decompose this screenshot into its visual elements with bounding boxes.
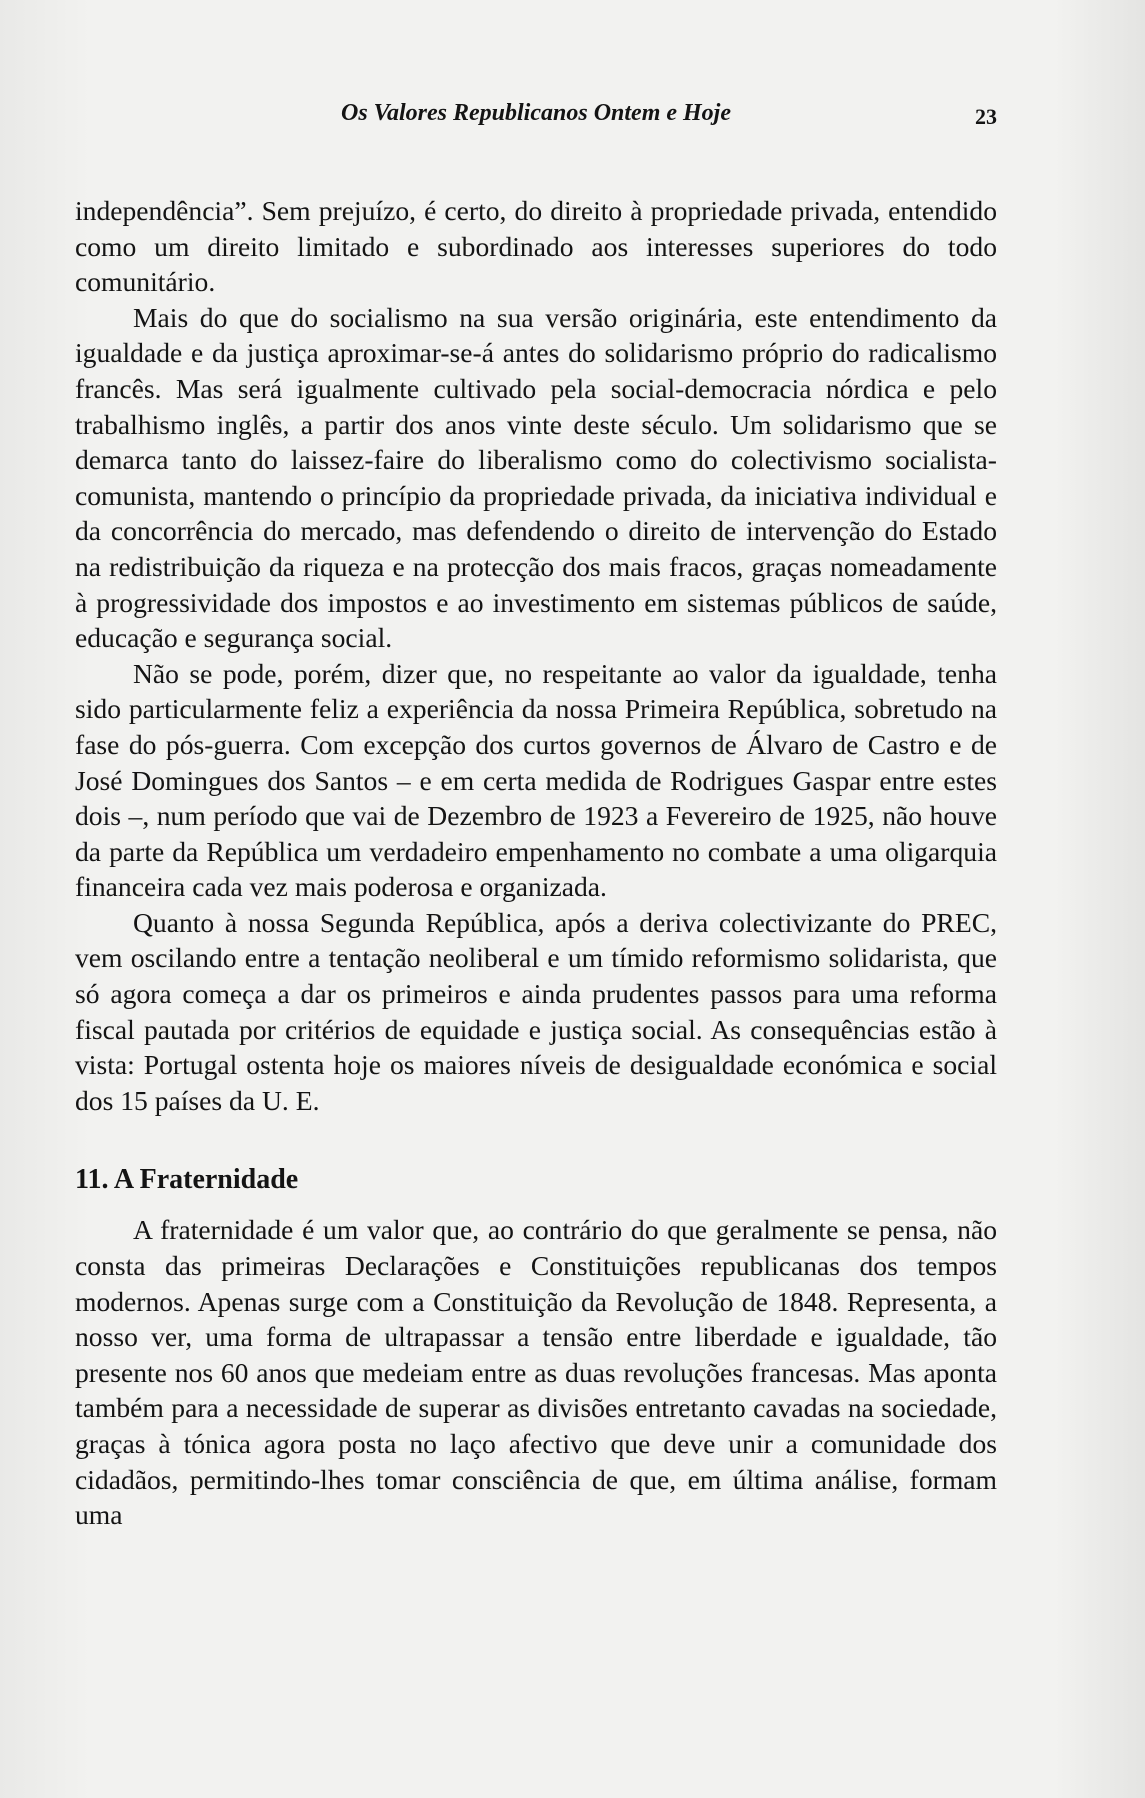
running-title: Os Valores Republicanos Ontem e Hoje [340, 100, 731, 126]
heading-spacer [75, 1198, 997, 1212]
page-number: 23 [975, 104, 997, 129]
paragraph-segunda-republica: Quanto à nossa Segunda República, após a deriva colectivizante do PREC, vem oscilando entre a tentação neoliberal e um tímido reformismo solidarista, que só agora começa a dar os primeiros e ainda prudentes passos para uma reforma fiscal pautada por critérios de equidade e justiça social. As consequências estão à vista: Portugal ostenta hoje os maiores níveis de desigualdade económica e social dos 15 países da U. E. [75, 906, 997, 1116]
paragraph-fraternidade: A fraternidade é um valor que, ao contrário do que geralmente se pensa, não consta das primeiras Declarações e Constituições republicanas dos tempos modernos. Apenas surge com a Constituição da Revolução de 1848. Representa, a nosso ver, uma forma de ultrapassar a tensão entre liberdade e igualdade, tão presente nos 60 anos que medeiam entre as duas revoluções francesas. Mas aponta também para a necessidade de superar as divisões entretanto cavadas na sociedade, graças à tónica agora posta no laço afectivo que deve unir a comunidade dos cidadãos, permitindo-lhes tomar consciência de que, em última análise, formam uma [75, 1214, 997, 1531]
paragraph-primeira-republica: Não se pode, porém, dizer que, no respeitante ao valor da igualdade, tenha sido particularmente feliz a experiência da nossa Primeira República, sobretudo na fase do pós-guerra. Com excepção dos curtos governos de Álvaro de Castro e de José Domingues dos Santos – e em certa medida de Rodrigues Gaspar entre estes dois –, num período que vai de Dezembro de 1923 a Fevereiro de 1925, não houve da parte da República um verdadeiro empenhamento no combate a uma oligarquia financeira cada vez mais poderosa e organizada. [75, 657, 997, 903]
running-header [75, 100, 997, 140]
paragraph-solidarismo: Mais do que do socialismo na sua versão originária, este entendimento da igualdade e da justiça aproximar-se-á antes do solidarismo próprio do radicalismo francês. Mas será igualmente cultivado pela social-democracia nórdica e pelo trabalhismo inglês, a partir dos anos vinte deste século. Um solidarismo que se demarca tanto do laissez-faire do liberalismo como do colectivismo socialista-comunista, mantendo o princípio da propriedade privada, da iniciativa individual e da concorrência do mercado, mas defendendo o direito de intervenção do Estado na redistribuição da riqueza e na protecção dos mais fracos, graças nomeadamente à progressividade dos impostos e ao investimento em sistemas públicos de saúde, educação e segurança social. [75, 301, 997, 654]
paragraph-continuation: independência”. Sem prejuízo, é certo, do direito à propriedade privada, entendido como um direito limitado e subordinado aos interesses superiores do todo comunitário. [75, 195, 997, 298]
page-body [75, 193, 997, 1533]
section-heading: 11. A Fraternidade [75, 1164, 299, 1196]
